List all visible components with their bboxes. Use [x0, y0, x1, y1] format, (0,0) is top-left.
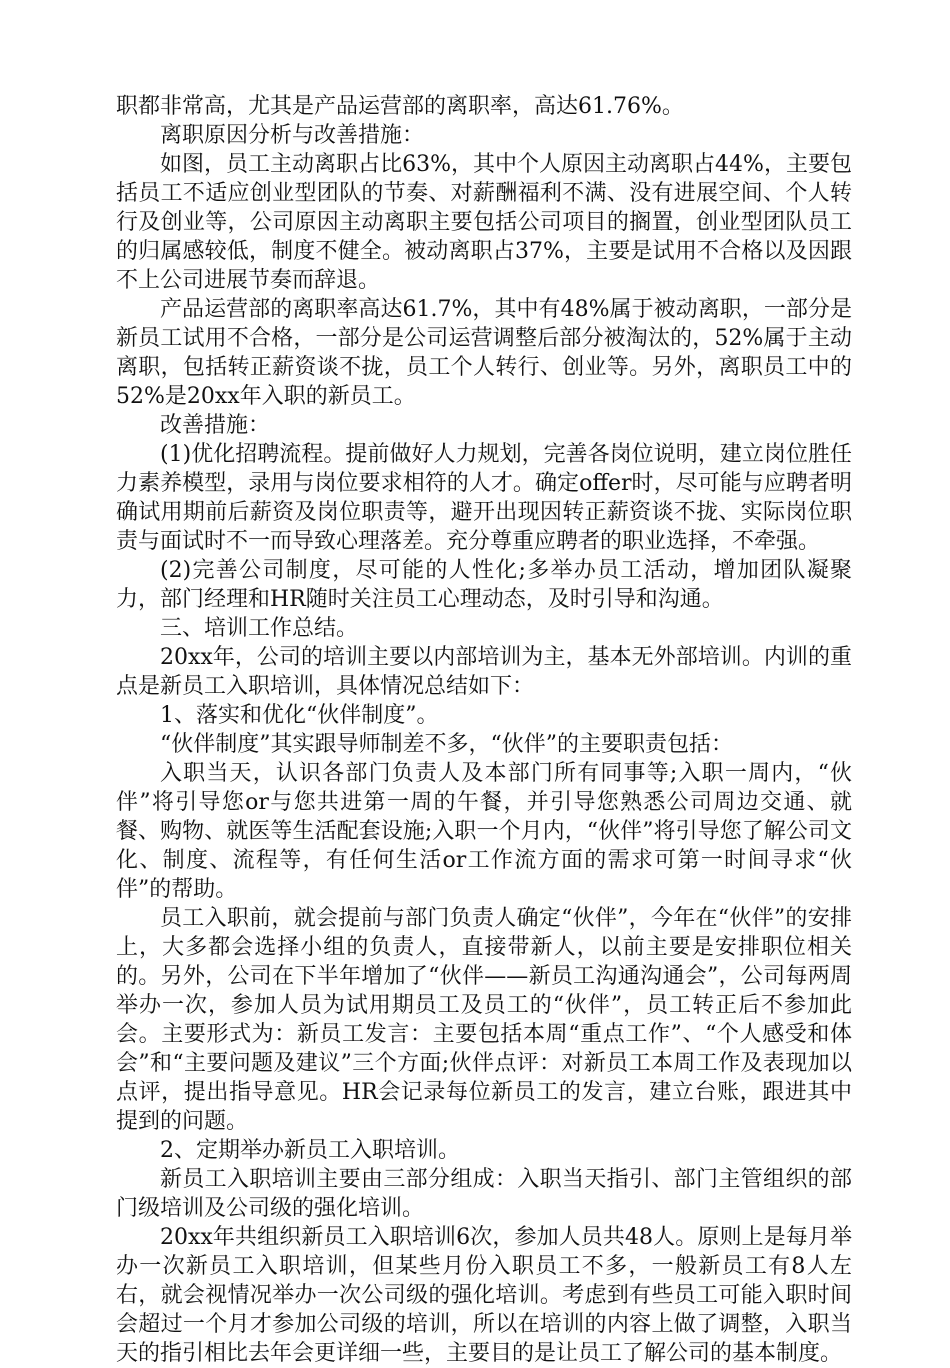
paragraph: 20xx年共组织新员工入职培训6次，参加人员共48人。原则上是每月举办一次新员工入职培训，但某些月份入职员工不多，一般新员工有8人左右，就会视情况举办一次公司级的强化培训。考虑到有些员工可能入职时间会超过一个月才参加公司级的培训，所以在培训的内容上做了调整，入职当天的指引相比去年会更详细一些，主要目的是让员工了解公司的基本制度。 — [116, 1225, 852, 1366]
paragraph: “伙伴制度”其实跟导师制差不多，“伙伴”的主要职责包括： — [160, 732, 733, 757]
paragraph: 新员工入职培训主要由三部分组成：入职当天指引、部门主管组织的部门级培训及公司级的强化培训。 — [116, 1167, 852, 1221]
section-heading: 改善措施： — [160, 413, 271, 438]
paragraph: 如图，员工主动离职占比63%，其中个人原因主动离职占44%，主要包括员工不适应创业型团队的节奏、对薪酬福利不满、没有进展空间、个人转行及创业等，公司原因主动离职主要包括公司项目的搁置，创业型团队员工的归属感较低，制度不健全。被动离职占37%，主要是试用不合格以及因跟不上公司进展节奏而辞退。 — [116, 152, 852, 293]
document-body — [116, 92, 852, 1368]
paragraph: 产品运营部的离职率高达61.7%，其中有48%属于被动离职，一部分是新员工试用不合格，一部分是公司运营调整后部分被淘汰的，52%属于主动离职，包括转正薪资谈不拢，员工个人转行、创业等。另外，离职员工中的52%是20xx年入职的新员工。 — [116, 297, 852, 409]
list-item: (2)完善公司制度，尽可能的人性化;多举办员工活动，增加团队凝聚力，部门经理和HR随时关注员工心理动态，及时引导和沟通。 — [116, 558, 852, 612]
subsection-heading: 1、落实和优化“伙伴制度”。 — [160, 703, 439, 728]
section-heading: 三、培训工作总结。 — [160, 616, 359, 641]
paragraph: 职都非常高，尤其是产品运营部的离职率，高达61.76%。 — [116, 94, 684, 119]
paragraph: 入职当天，认识各部门负责人及本部门所有同事等;入职一周内，“伙伴”将引导您or与您共进第一周的午餐，并引导您熟悉公司周边交通、就餐、购物、就医等生活配套设施;入职一个月内，“伙伴”将引导您了解公司文化、制度、流程等，有任何生活or工作流方面的需求可第一时间寻求“伙伴”的帮助。 — [116, 761, 852, 902]
paragraph: 20xx年，公司的培训主要以内部培训为主，基本无外部培训。内训的重点是新员工入职培训，具体情况总结如下： — [116, 645, 852, 699]
paragraph: 员工入职前，就会提前与部门负责人确定“伙伴”，今年在“伙伴”的安排上，大多都会选择小组的负责人，直接带新人，以前主要是安排职位相关的。另外，公司在下半年增加了“伙伴——新员工沟通沟通会”，公司每两周举办一次，参加人员为试用期员工及员工的“伙伴”，员工转正后不参加此会。主要形式为：新员工发言：主要包括本周“重点工作”、“个人感受和体会”和“主要问题及建议”三个方面;伙伴点评：对新员工本周工作及表现加以点评，提出指导意见。HR会记录每位新员工的发言，建立台账，跟进其中提到的问题。 — [116, 906, 852, 1134]
list-item: (1)优化招聘流程。提前做好人力规划，完善各岗位说明，建立岗位胜任力素养模型，录用与岗位要求相符的人才。确定offer时，尽可能与应聘者明确试用期前后薪资及岗位职责等，避开出现因转正薪资谈不拢、实际岗位职责与面试时不一而导致心理落差。充分尊重应聘者的职业选择，不牵强。 — [116, 442, 852, 554]
section-heading: 离职原因分析与改善措施： — [160, 123, 425, 148]
subsection-heading: 2、定期举办新员工入职培训。 — [160, 1138, 460, 1163]
